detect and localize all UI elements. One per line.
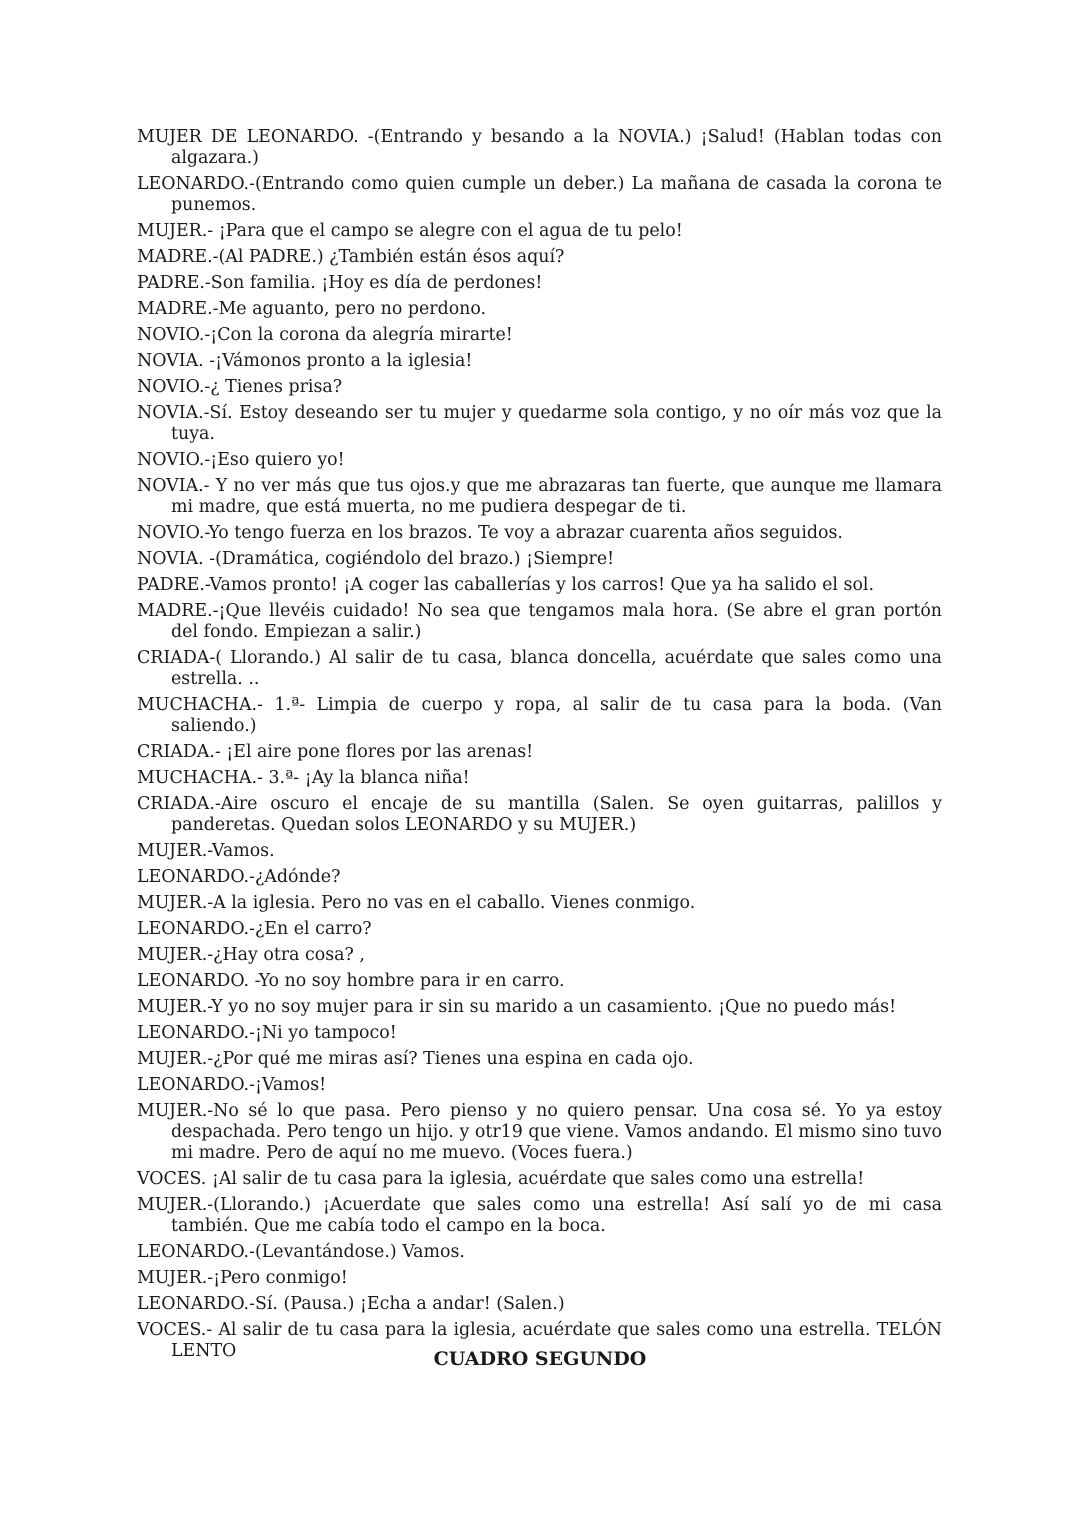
- dialogue-line: VOCES. ¡Al salir de tu casa para la iglesia, acuérdate que sales como una estrella!: [137, 1169, 865, 1189]
- dialogue-line: NOVIA.-Sí. Estoy deseando ser tu mujer y quedarme sola contigo, y no oír más voz que la tuya.: [137, 403, 942, 444]
- dialogue-line: PADRE.-Son familia. ¡Hoy es día de perdones!: [137, 273, 543, 293]
- script-text: [137, 127, 942, 1367]
- dialogue-line: NOVIO.-¡Con la corona da alegría mirarte!: [137, 325, 513, 345]
- dialogue-line: CRIADA.-Aire oscuro el encaje de su mantilla (Salen. Se oyen guitarras, palillos y panderetas. Quedan solos LEONARDO y su MUJER.): [137, 794, 942, 835]
- dialogue-line: MADRE.-Me aguanto, pero no perdono.: [137, 299, 487, 319]
- section-heading: CUADRO SEGUNDO: [433, 1348, 647, 1370]
- dialogue-line: LEONARDO.-¡Vamos!: [137, 1075, 327, 1095]
- dialogue-line: MUJER.-Y yo no soy mujer para ir sin su marido a un casamiento. ¡Que no puedo más!: [137, 997, 897, 1017]
- dialogue-line: LEONARDO.-¿En el carro?: [137, 919, 372, 939]
- dialogue-line: LEONARDO.-¿Adónde?: [137, 867, 341, 887]
- dialogue-line: LEONARDO.-(Entrando como quien cumple un deber.) La mañana de casada la corona te punemos.: [137, 174, 942, 215]
- dialogue-line: CRIADA.- ¡El aire pone flores por las arenas!: [137, 742, 534, 762]
- dialogue-line: MUJER.- ¡Para que el campo se alegre con el agua de tu pelo!: [137, 221, 683, 241]
- dialogue-line: NOVIO.-¿ Tienes prisa?: [137, 377, 343, 397]
- dialogue-line: NOVIO.-Yo tengo fuerza en los brazos. Te voy a abrazar cuarenta años seguidos.: [137, 523, 843, 543]
- dialogue-line: MUJER.-¿Hay otra cosa? ,: [137, 945, 365, 965]
- dialogue-line: NOVIA.- Y no ver más que tus ojos.y que me abrazaras tan fuerte, que aunque me llamara mi madre, que está muerta, no me pudiera despegar de ti.: [137, 476, 942, 517]
- dialogue-line: NOVIA. -¡Vámonos pronto a la iglesia!: [137, 351, 473, 371]
- dialogue-line: VOCES.- Al salir de tu casa para la iglesia, acuérdate que sales como una estrella. TELÓN LENTO: [137, 1320, 942, 1361]
- dialogue-line: LEONARDO.-Sí. (Pausa.) ¡Echa a andar! (Salen.): [137, 1294, 565, 1314]
- dialogue-line: NOVIA. -(Dramática, cogiéndolo del brazo.) ¡Siempre!: [137, 549, 615, 569]
- dialogue-line: LEONARDO.-(Levantándose.) Vamos.: [137, 1242, 465, 1262]
- dialogue-line: PADRE.-Vamos pronto! ¡A coger las caballerías y los carros! Que ya ha salido el sol.: [137, 575, 875, 595]
- dialogue-line: MUJER.-¡Pero conmigo!: [137, 1268, 348, 1288]
- dialogue-line: MUJER.-Vamos.: [137, 841, 275, 861]
- dialogue-line: MUJER DE LEONARDO. -(Entrando y besando a la NOVIA.) ¡Salud! (Hablan todas con algazara.): [137, 127, 942, 168]
- dialogue-line: MUCHACHA.- 3.ª- ¡Ay la blanca niña!: [137, 768, 470, 788]
- dialogue-line: MADRE.-¡Que llevéis cuidado! No sea que tengamos mala hora. (Se abre el gran portón del fondo. Empiezan a salir.): [137, 601, 942, 642]
- dialogue-line: MUJER.-No sé lo que pasa. Pero pienso y no quiero pensar. Una cosa sé. Yo ya estoy despachada. Pero tengo un hijo. y otr19 que viene. Vamos andando. El mismo sino tuvo mi madre. Pero de aquí no me muevo. (Voces fuera.): [137, 1101, 942, 1163]
- dialogue-line: LEONARDO.-¡Ni yo tampoco!: [137, 1023, 397, 1043]
- dialogue-line: MUCHACHA.- 1.ª- Limpia de cuerpo y ropa, al salir de tu casa para la boda. (Van saliendo.): [137, 695, 942, 736]
- dialogue-line: NOVIO.-¡Eso quiero yo!: [137, 450, 345, 470]
- dialogue-line: LEONARDO. -Yo no soy hombre para ir en carro.: [137, 971, 565, 991]
- dialogue-line: CRIADA-( Llorando.) Al salir de tu casa, blanca doncella, acuérdate que sales como una estrella. ..: [137, 648, 942, 689]
- dialogue-line: MUJER.-¿Por qué me miras así? Tienes una espina en cada ojo.: [137, 1049, 694, 1069]
- dialogue-line: MUJER.-(Llorando.) ¡Acuerdate que sales como una estrella! Así salí yo de mi casa también. Que me cabía todo el campo en la boca.: [137, 1195, 942, 1236]
- dialogue-line: MADRE.-(Al PADRE.) ¿También están ésos aquí?: [137, 247, 565, 267]
- dialogue-line: MUJER.-A la iglesia. Pero no vas en el caballo. Vienes conmigo.: [137, 893, 696, 913]
